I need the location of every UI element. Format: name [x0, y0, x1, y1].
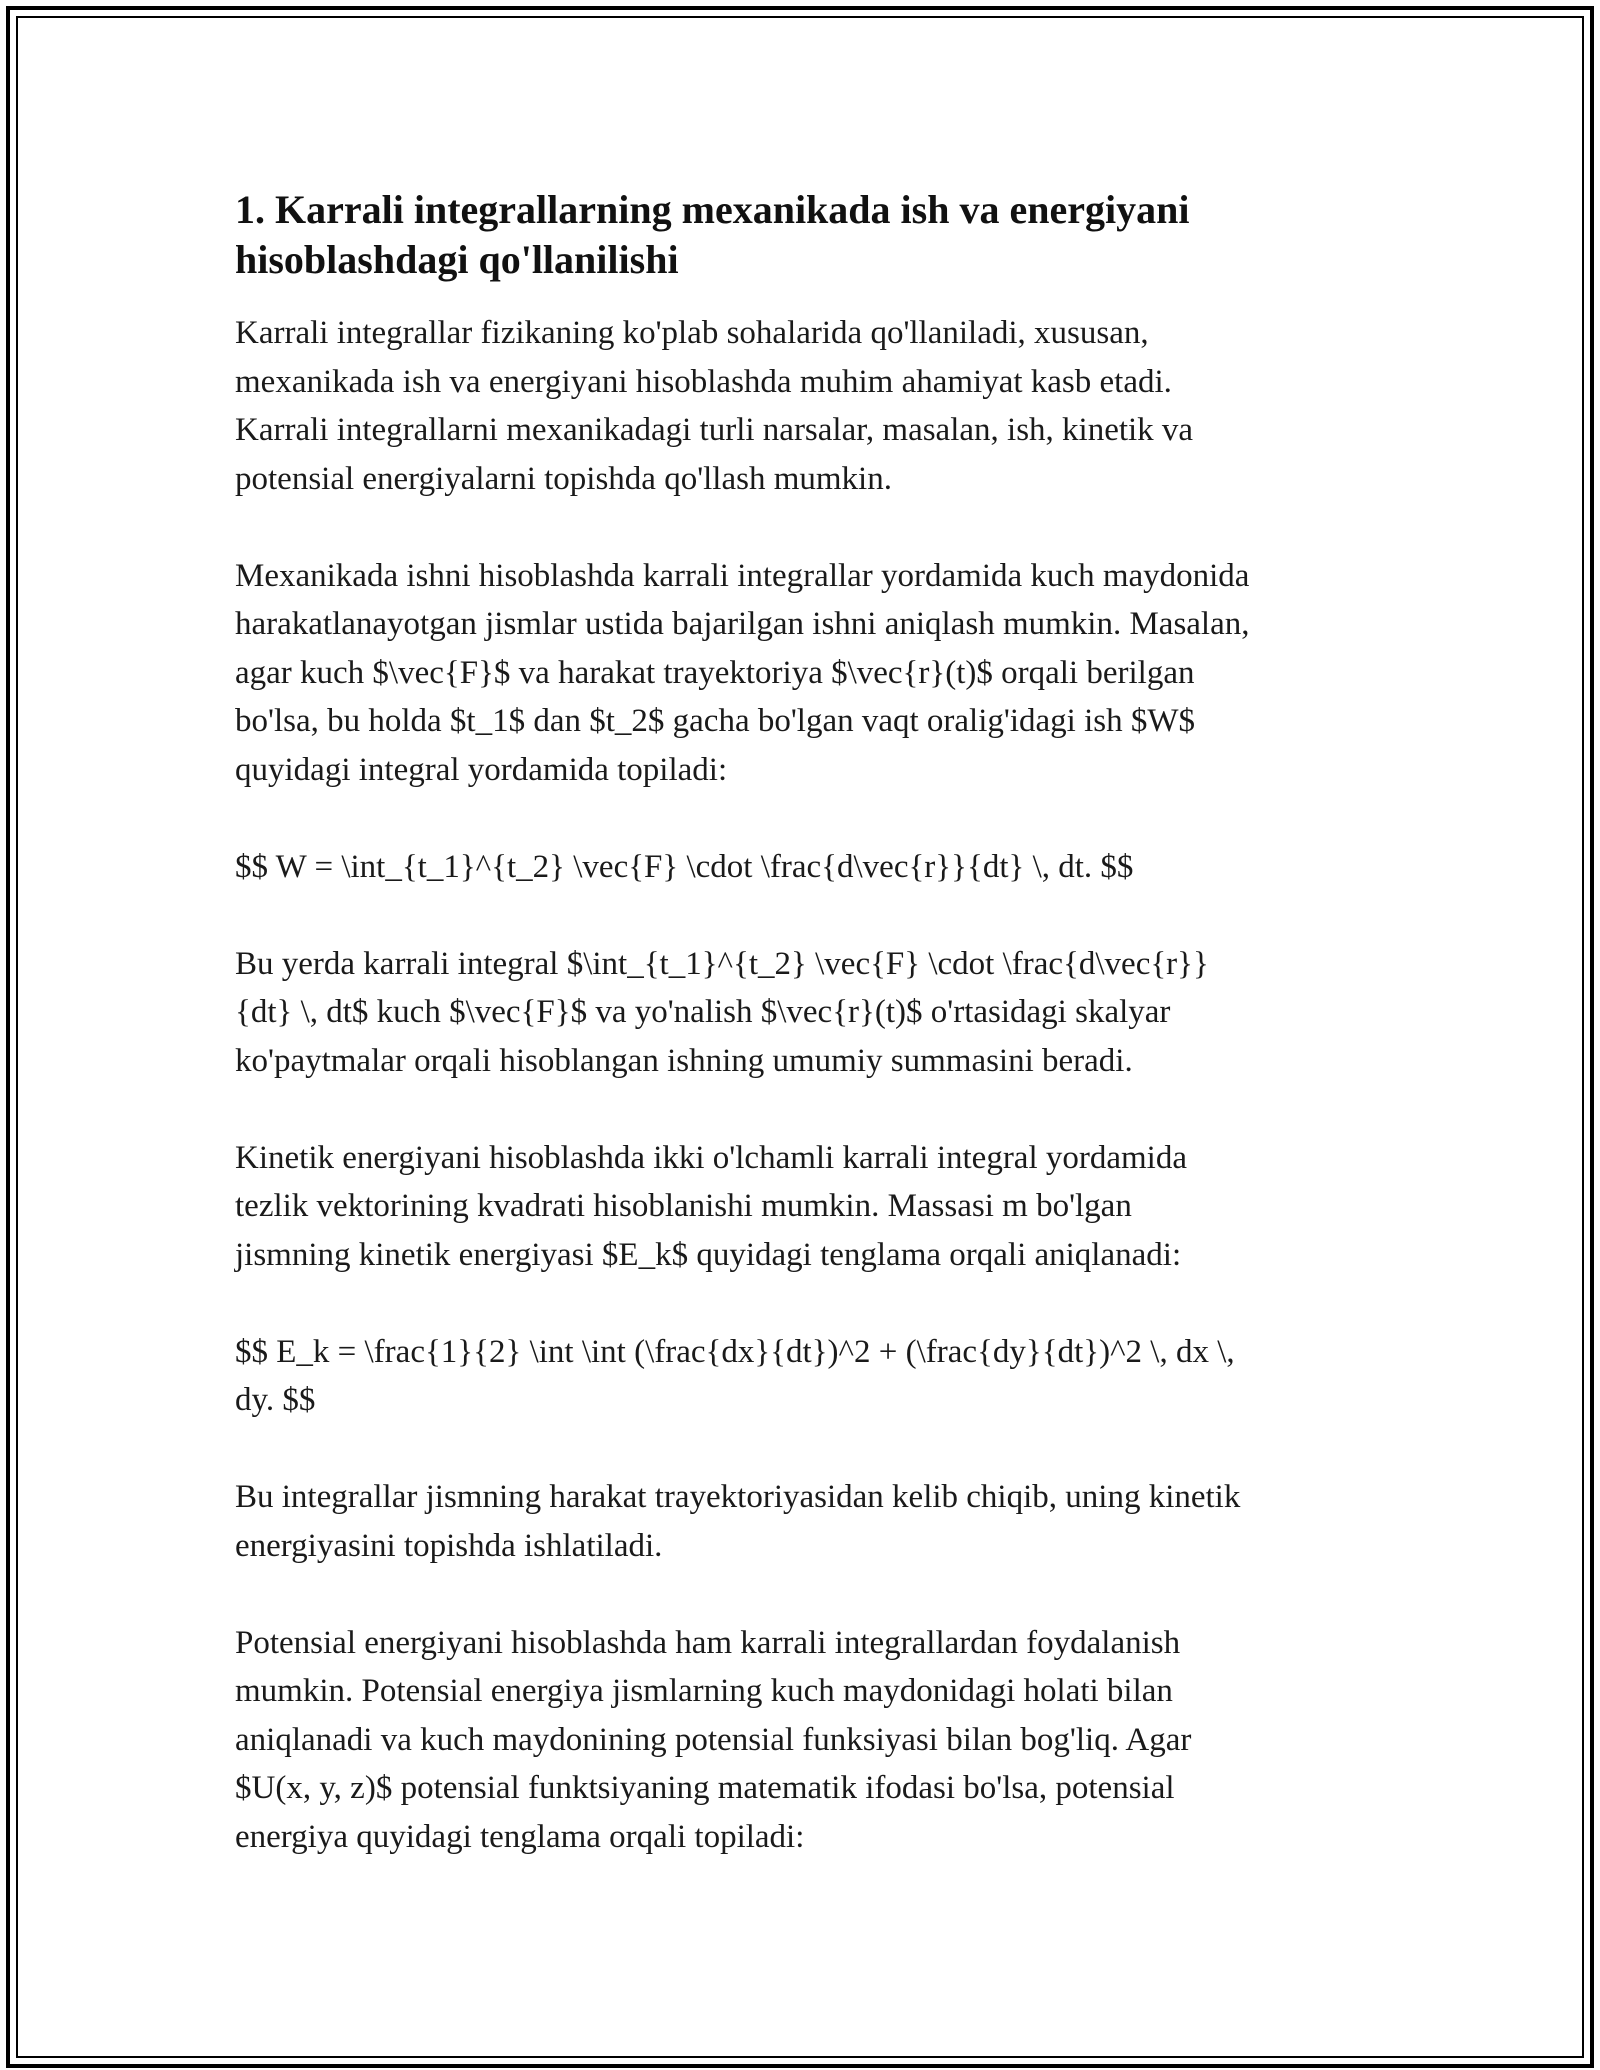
heading-line: hisoblashdagi qo'llanilishi [235, 237, 679, 282]
paragraph-line: Kinetik energiyani hisoblashda ikki o'lchamli karrali integral yordamida [235, 1139, 1187, 1176]
paragraph [235, 940, 1375, 1086]
section-heading [235, 185, 1375, 285]
paragraph-line: Potensial energiyani hisoblashda ham karrali integrallardan foydalanish [235, 1624, 1181, 1661]
paragraph-line: Mexanikada ishni hisoblashda karrali integrallar yordamida kuch maydonida [235, 557, 1250, 594]
paragraph-line: energiyasini topishda ishlatiladi. [235, 1527, 663, 1564]
paragraph-line: bo'lsa, bu holda $t_1$ dan $t_2$ gacha bo'lgan vaqt oralig'idagi ish $W$ [235, 703, 1195, 739]
paragraph-line: Bu yerda karrali integral $\int_{t_1}^{t_2} \vec{F} \cdot \frac{d\vec{r}} [235, 945, 1209, 982]
paragraph-line: ko'paytmalar orqali hisoblangan ishning umumiy summasini beradi. [235, 1042, 1133, 1079]
paragraph-line: Karrali integrallar fizikaning ko'plab sohalarida qo'llaniladi, xususan, [235, 315, 1149, 351]
paragraph [235, 843, 1375, 892]
paragraph [235, 1473, 1375, 1570]
paragraph-line: jismning kinetik energiyasi $E_k$ quyidagi tenglama orqali aniqlanadi: [235, 1236, 1182, 1273]
paragraph-line: mexanikada ish va energiyani hisoblashda muhim ahamiyat kasb etadi. [235, 363, 1172, 400]
heading-line: 1. Karrali integrallarning mexanikada ish va energiyani [235, 187, 1190, 232]
paragraph [235, 1134, 1375, 1280]
paragraph-line: aniqlanadi va kuch maydonining potensial funksiyasi bilan bog'liq. Agar [235, 1721, 1192, 1758]
paragraph-line: $$ E_k = \frac{1}{2} \int \int (\frac{dx}{dt})^2 + (\frac{dy}{dt})^2 \, dx \, [235, 1333, 1235, 1370]
paragraph-line: Bu integrallar jismning harakat trayektoriyasidan kelib chiqib, uning kinetik [235, 1479, 1241, 1515]
paragraph-line: {dt} \, dt$ kuch $\vec{F}$ va yo'nalish $\vec{r}(t)$ o'rtasidagi skalyar [235, 994, 1171, 1030]
paragraph-line: mumkin. Potensial energiya jismlarning kuch maydonidagi holati bilan [235, 1673, 1173, 1709]
paragraph [235, 1619, 1375, 1862]
paragraph-line: potensial energiyalarni topishda qo'llash mumkin. [235, 460, 892, 497]
paragraph-line: tezlik vektorining kvadrati hisoblanishi mumkin. Massasi m bo'lgan [235, 1188, 1132, 1224]
paragraph-line: energiya quyidagi tenglama orqali topiladi: [235, 1818, 805, 1855]
paragraph-line: $$ W = \int_{t_1}^{t_2} \vec{F} \cdot \frac{d\vec{r}}{dt} \, dt. $$ [235, 848, 1134, 885]
paragraph [235, 552, 1375, 795]
paragraph-line: quyidagi integral yordamida topiladi: [235, 751, 728, 788]
paragraph-list [235, 309, 1375, 1861]
paragraph-line: harakatlanayotgan jismlar ustida bajarilgan ishni aniqlash mumkin. Masalan, [235, 606, 1250, 642]
paragraph-line: $U(x, y, z)$ potensial funktsiyaning matematik ifodasi bo'lsa, potensial [235, 1770, 1175, 1806]
paragraph [235, 1328, 1375, 1425]
paragraph-line: Karrali integrallarni mexanikadagi turli narsalar, masalan, ish, kinetik va [235, 412, 1194, 448]
paragraph-line: agar kuch $\vec{F}$ va harakat trayektoriya $\vec{r}(t)$ orqali berilgan [235, 654, 1195, 691]
paragraph-line: dy. $$ [235, 1382, 316, 1418]
document-body [235, 185, 1375, 1910]
paragraph [235, 309, 1375, 503]
